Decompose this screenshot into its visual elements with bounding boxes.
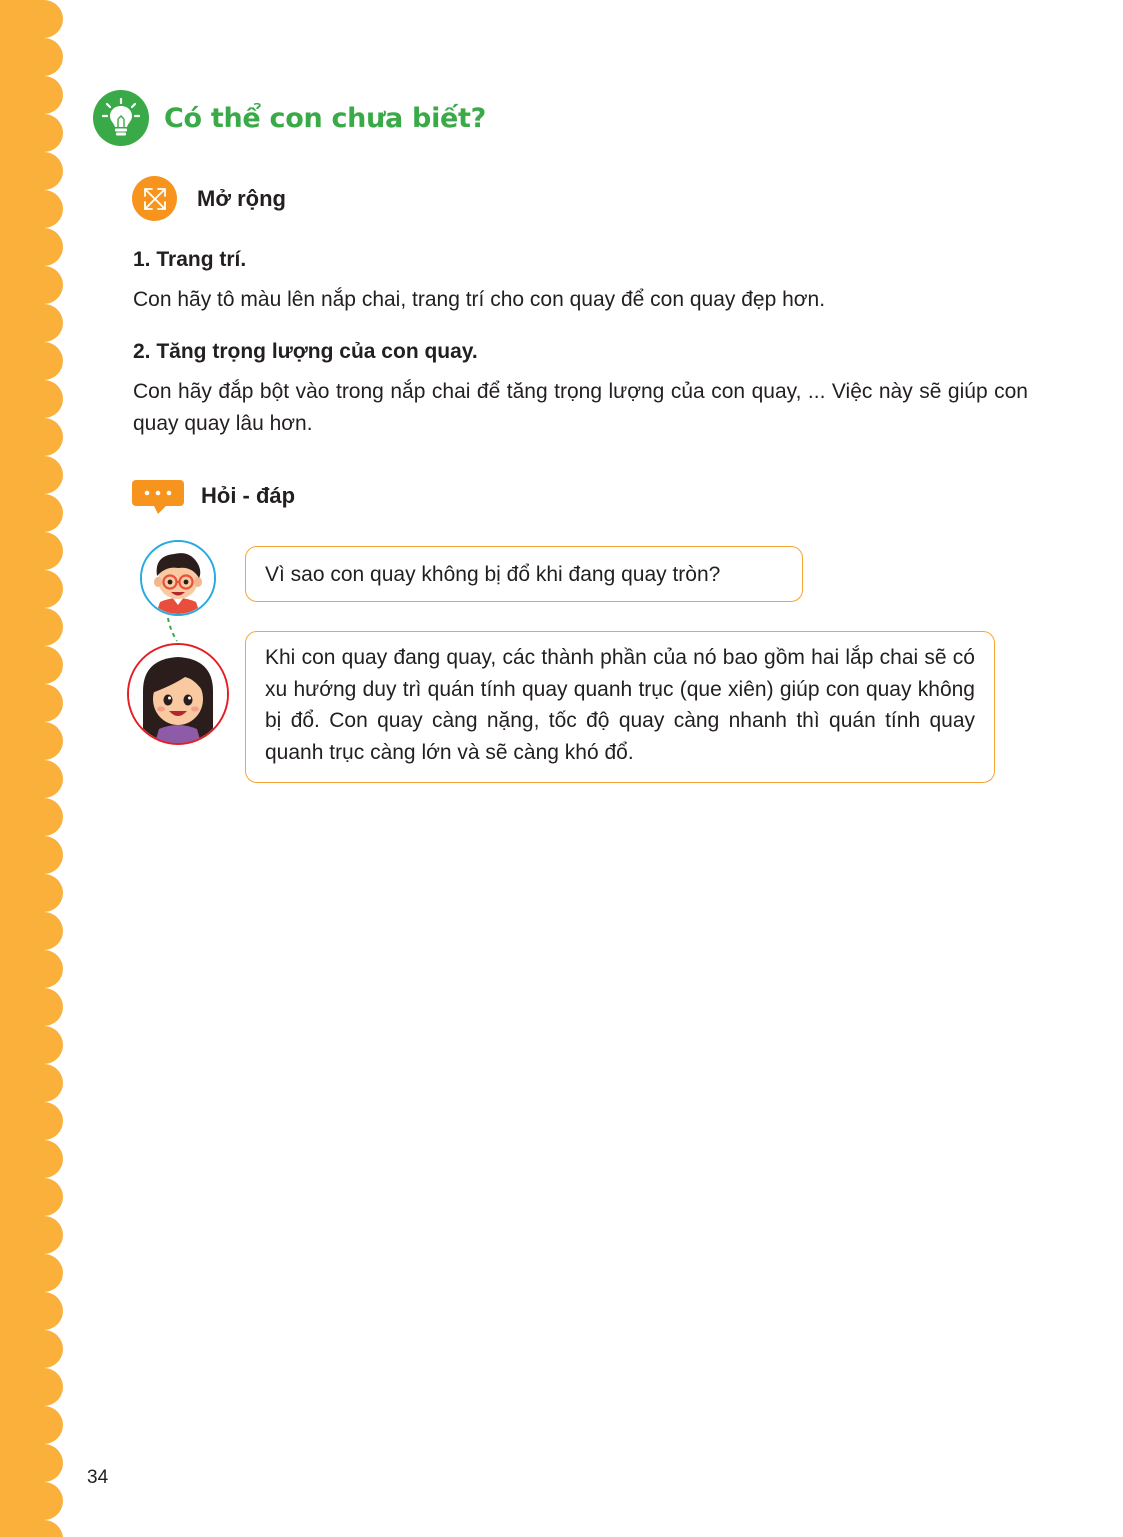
extend-section-label: Mở rộng [197, 185, 286, 211]
answer-bubble: Khi con quay đang quay, các thành phần của nó bao gồm hai lắp chai sẽ có xu hướng duy trì quán tính quay quanh trục (que xiên) giúp con quay không bị đổ. Con quay càng nặng, tốc độ quay càng nhanh thì quán tính quay quanh trục càng lớn và sẽ càng khó đổ. [245, 631, 995, 783]
extend-section-header [132, 176, 286, 221]
page-number: 34 [87, 1467, 109, 1488]
page-title: Có thể con chưa biết? [164, 102, 487, 134]
title-row [93, 90, 486, 146]
item-2-heading: 2. Tăng trọng lượng của con quay. [133, 340, 478, 363]
lightbulb-icon [93, 90, 149, 146]
question-bubble: Vì sao con quay không bị đổ khi đang quay tròn? [245, 546, 803, 602]
item-1-text: Con hãy tô màu lên nắp chai, trang trí cho con quay để con quay đẹp hơn. [133, 288, 826, 311]
chat-bubble-icon [132, 476, 184, 516]
item-1-heading: 1. Trang trí. [133, 248, 247, 271]
qa-section-header [132, 476, 295, 516]
boy-avatar [140, 540, 216, 616]
qa-section-label: Hỏi - đáp [201, 483, 296, 508]
scalloped-page-border [0, 0, 64, 1537]
girl-avatar [127, 643, 229, 745]
item-2-text: Con hãy đắp bột vào trong nắp chai để tăng trọng lượng của con quay, ... Việc này sẽ giúp con quay quay lâu hơn. [133, 380, 1028, 435]
expand-arrows-icon [132, 176, 177, 221]
